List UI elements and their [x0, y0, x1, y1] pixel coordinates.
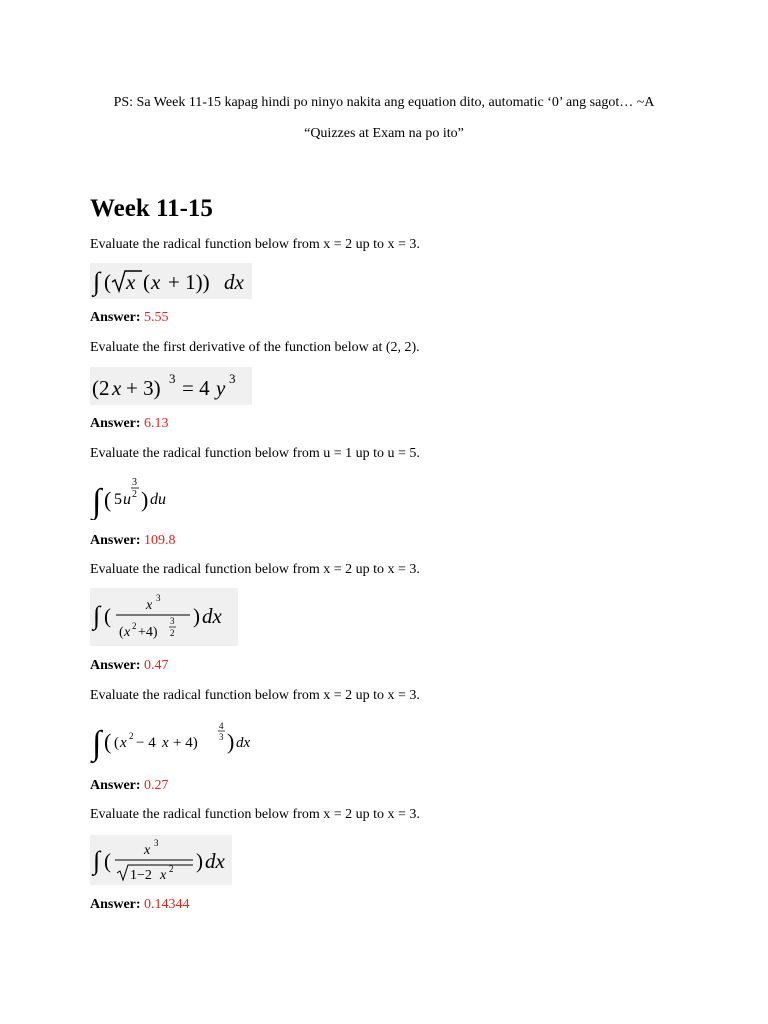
svg-text:2: 2: [170, 628, 175, 638]
svg-text:): ): [196, 849, 203, 873]
svg-text:3: 3: [169, 371, 176, 386]
svg-text:y: y: [216, 376, 226, 400]
svg-text:(: (: [104, 604, 111, 628]
svg-text:x: x: [160, 868, 167, 883]
svg-text:(: (: [104, 270, 111, 294]
answer-line: [90, 778, 169, 794]
svg-text:): ): [227, 729, 235, 754]
svg-text:− 4: − 4: [136, 735, 156, 751]
equation-image: [90, 263, 252, 304]
answer-value: 5.55: [144, 310, 169, 325]
svg-text:u: u: [123, 491, 131, 508]
svg-text:(: (: [119, 625, 124, 640]
svg-text:dx: dx: [224, 270, 244, 294]
equation-image: [90, 474, 190, 525]
svg-text:∫: ∫: [93, 601, 101, 630]
svg-text:dx: dx: [236, 735, 251, 751]
svg-text:+4): +4): [138, 625, 158, 640]
answer-label: Answer:: [90, 310, 141, 325]
svg-text:∫: ∫: [93, 267, 101, 296]
svg-text:3: 3: [132, 477, 137, 488]
svg-text:x: x: [124, 625, 131, 640]
svg-text:3: 3: [219, 732, 224, 742]
equation-image: [90, 835, 232, 890]
answer-label: Answer:: [90, 416, 141, 431]
answer-label: Answer:: [90, 658, 141, 673]
section-title: Week 11-15: [90, 195, 213, 222]
question-text: Evaluate the radical function below from x = 2 up to x = 3.: [90, 807, 420, 822]
svg-text:= 4: = 4: [182, 376, 210, 400]
svg-text:dx: dx: [205, 849, 225, 873]
svg-text:): ): [141, 487, 149, 512]
svg-text:+ 4): + 4): [173, 735, 198, 751]
question-text: Evaluate the radical function below from u = 1 up to u = 5.: [90, 446, 420, 461]
answer-line: [90, 658, 169, 674]
svg-text:∫: ∫: [92, 483, 102, 520]
answer-line: [90, 533, 176, 549]
svg-text:x: x: [151, 270, 161, 294]
svg-text:x: x: [146, 598, 153, 613]
answer-value: 0.47: [144, 658, 169, 673]
svg-text:2: 2: [132, 489, 137, 500]
answer-value: 0.27: [144, 778, 169, 793]
answer-label: Answer:: [90, 778, 141, 793]
equation-image: [90, 367, 252, 410]
question-text: Evaluate the radical function below from x = 2 up to x = 3.: [90, 562, 420, 577]
svg-text:3: 3: [154, 838, 159, 848]
svg-text:∫: ∫: [93, 846, 101, 875]
answer-value: 6.13: [144, 416, 169, 431]
svg-text:5: 5: [114, 491, 122, 508]
svg-text:(: (: [104, 487, 112, 512]
svg-text:x: x: [112, 376, 122, 400]
equation-image: [90, 716, 260, 769]
svg-text:∫: ∫: [92, 725, 102, 762]
svg-text:3: 3: [156, 593, 161, 603]
svg-text:+ 3): + 3): [126, 376, 161, 400]
svg-text:(: (: [114, 735, 119, 751]
answer-label: Answer:: [90, 897, 141, 912]
answer-value: 0.14344: [144, 897, 190, 912]
svg-text:2: 2: [132, 621, 137, 631]
svg-text:(: (: [104, 849, 111, 873]
svg-text:(2: (2: [92, 376, 110, 400]
svg-text:(: (: [104, 729, 112, 754]
svg-text:x: x: [144, 843, 151, 858]
svg-text:3: 3: [229, 371, 236, 386]
question-text: Evaluate the radical function below from x = 2 up to x = 3.: [90, 688, 420, 703]
svg-text:dx: dx: [202, 604, 222, 628]
svg-text:2: 2: [129, 731, 134, 741]
svg-text:x: x: [126, 270, 136, 294]
answer-label: Answer:: [90, 533, 141, 548]
svg-text:x: x: [120, 735, 127, 751]
svg-text:3: 3: [170, 616, 175, 626]
equation-image: [90, 588, 238, 651]
svg-text:4: 4: [219, 721, 224, 731]
svg-text:x: x: [162, 735, 169, 751]
svg-text:): ): [193, 604, 200, 628]
svg-text:(: (: [143, 270, 150, 294]
svg-text:du: du: [150, 491, 166, 508]
ps-note: PS: Sa Week 11-15 kapag hindi po ninyo nakita ang equation dito, automatic ‘0’ ang sagot… ~A: [113, 95, 655, 110]
quote-note: “Quizzes at Exam na po ito”: [304, 126, 464, 141]
svg-text:+ 1)): + 1)): [168, 270, 210, 294]
question-text: Evaluate the first derivative of the function below at (2, 2).: [90, 340, 420, 355]
svg-text:1−2: 1−2: [130, 868, 152, 883]
answer-line: [90, 310, 169, 326]
svg-text:2: 2: [169, 864, 174, 874]
question-text: Evaluate the radical function below from x = 2 up to x = 3.: [90, 237, 420, 252]
answer-line: [90, 416, 169, 432]
answer-value: 109.8: [144, 533, 176, 548]
answer-line: [90, 897, 190, 913]
